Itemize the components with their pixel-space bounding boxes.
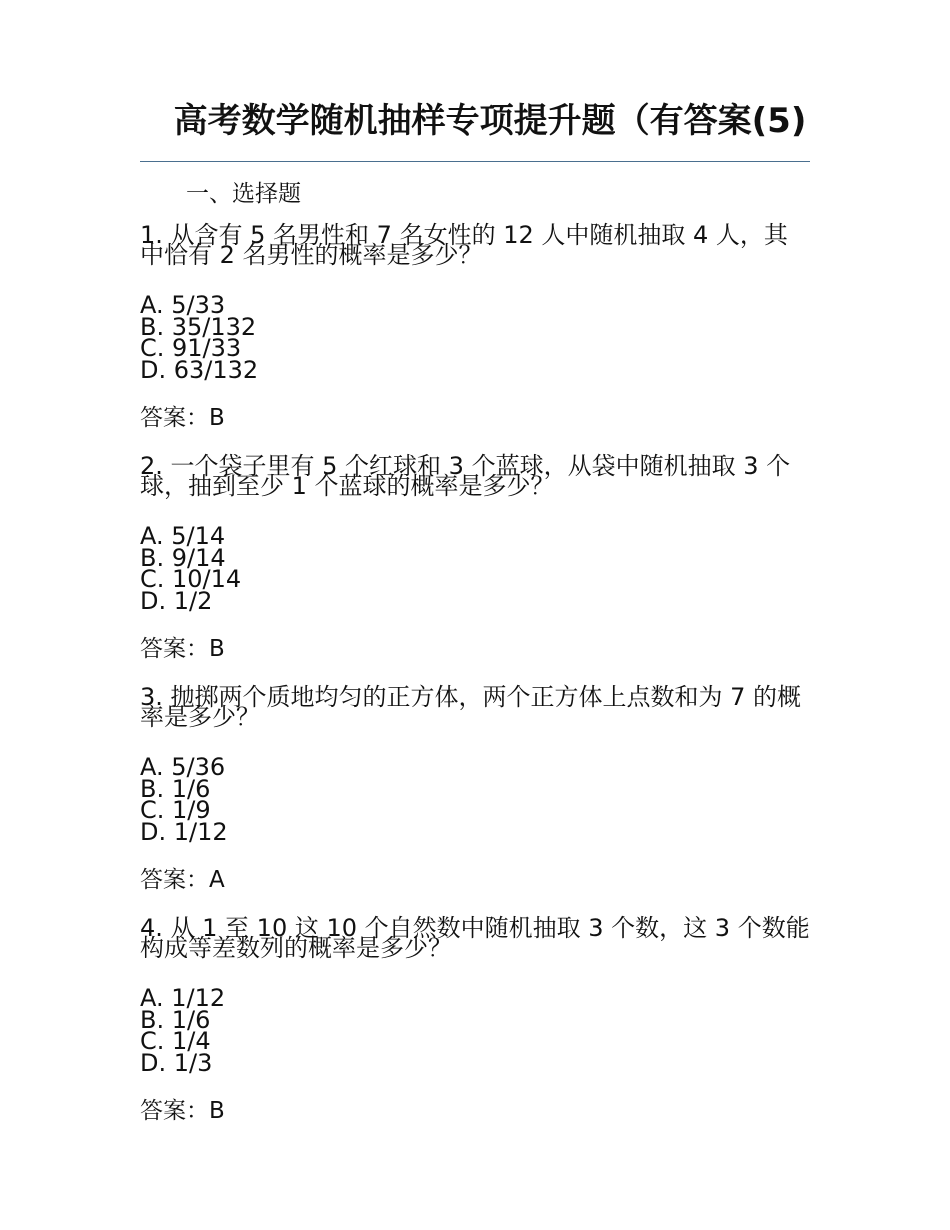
- question-text: 2. 一个袋子里有 5 个红球和 3 个蓝球，从袋中随机抽取 3 个球，抽到至少 1 个蓝球的概率是多少？: [140, 452, 791, 500]
- answer-text: 答案：A: [140, 867, 225, 893]
- option-c: C. 91/33: [140, 334, 242, 362]
- section-heading: 一、选择题: [186, 181, 301, 207]
- question-4: [140, 914, 810, 1124]
- option-c: C. 1/4: [140, 1027, 211, 1055]
- option-d: D. 1/2: [140, 586, 213, 615]
- question-text: 1. 从含有 5 名男性和 7 名女性的 12 人中随机抽取 4 人，其中恰有 2 名男性的概率是多少？: [140, 221, 788, 269]
- option-d: D. 63/132: [140, 355, 259, 384]
- answer-text: 答案：B: [140, 1098, 225, 1124]
- option-d: D. 1/12: [140, 817, 228, 846]
- answer-text: 答案：B: [140, 405, 225, 431]
- option-b: B. 9/14: [140, 543, 226, 572]
- option-d: D. 1/3: [140, 1048, 213, 1077]
- option-c: C. 10/14: [140, 565, 242, 593]
- question-3: [140, 683, 810, 893]
- option-list: [140, 984, 810, 1077]
- question-2: [140, 452, 810, 662]
- answer-text: 答案：B: [140, 636, 225, 662]
- option-a: A. 5/14: [140, 522, 226, 550]
- question-text: 3. 抛掷两个质地均匀的正方体，两个正方体上点数和为 7 的概率是多少？: [140, 683, 802, 731]
- option-b: B. 1/6: [140, 1005, 211, 1034]
- option-list: [140, 753, 810, 846]
- option-b: B. 1/6: [140, 774, 211, 803]
- option-a: A. 1/12: [140, 984, 226, 1012]
- option-b: B. 35/132: [140, 312, 257, 341]
- option-list: [140, 291, 810, 384]
- option-a: A. 5/33: [140, 291, 226, 319]
- option-c: C. 1/9: [140, 796, 211, 824]
- question-text: 4. 从 1 至 10 这 10 个自然数中随机抽取 3 个数，这 3 个数能构成等差数列的概率是多少？: [140, 914, 810, 962]
- option-list: [140, 522, 810, 615]
- option-a: A. 5/36: [140, 753, 226, 781]
- page-title: 高考数学随机抽样专项提升题（有答案(5): [173, 101, 807, 141]
- title-underline: [140, 161, 810, 162]
- question-list: [140, 221, 810, 1149]
- question-1: [140, 221, 810, 431]
